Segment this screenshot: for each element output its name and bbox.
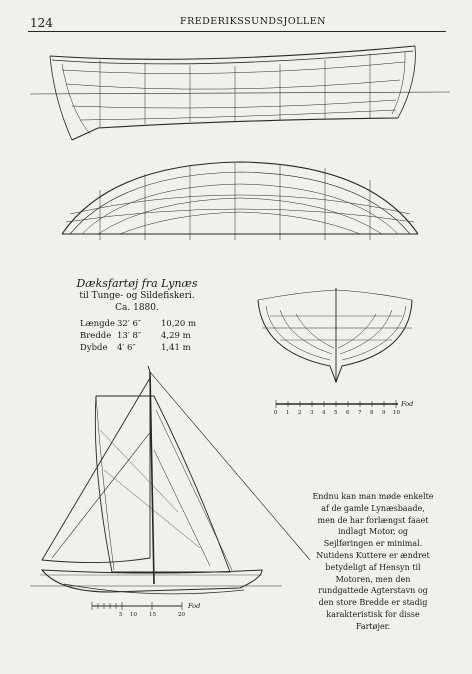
- scale-number: 15: [149, 612, 156, 618]
- dimension-metric: 4,29 m: [161, 331, 191, 341]
- scale-number: 1: [286, 410, 290, 416]
- dimension-label: Dybde: [80, 343, 108, 353]
- scale-number: 4: [322, 410, 326, 416]
- profile-sheer-line: [50, 46, 415, 59]
- dimension-imperial: 32′ 6″: [117, 319, 142, 329]
- profile-plan: [30, 46, 450, 140]
- upper-scale-bar: [276, 400, 398, 408]
- caption-title: Dæksfartøj fra Lynæs: [76, 277, 198, 290]
- dimension-imperial: 13′ 8″: [117, 331, 142, 341]
- dimension-row: [80, 330, 196, 342]
- dimension-metric: 10,20 m: [161, 319, 197, 329]
- topsail-stay: [150, 372, 310, 560]
- body-plan: [258, 288, 412, 382]
- foresail: [52, 430, 152, 558]
- lower-scale-unit: Fod: [188, 602, 201, 610]
- scale-number: 10: [130, 612, 137, 618]
- scale-number: 7: [358, 410, 362, 416]
- scale-number: 20: [178, 612, 185, 618]
- profile-waterline: [30, 92, 450, 94]
- scale-number: 6: [346, 410, 350, 416]
- dimension-label: Bredde: [80, 331, 112, 341]
- scale-number: 9: [382, 410, 386, 416]
- scale-number: 8: [370, 410, 374, 416]
- scale-number: 5: [334, 410, 338, 416]
- sail-plan: [30, 366, 310, 594]
- dimension-row: [80, 318, 196, 330]
- scale-number: 5: [119, 612, 123, 618]
- dimension-imperial: 4′ 6″: [117, 343, 136, 353]
- topmast: [148, 366, 150, 372]
- mast: [150, 372, 154, 584]
- dimension-row: [80, 342, 196, 354]
- scale-number: 3: [310, 410, 314, 416]
- dimensions-table: [80, 318, 196, 354]
- caption-date: Ca. 1880.: [115, 303, 159, 313]
- scale-number: 0: [274, 410, 278, 416]
- profile-keel-line: [72, 118, 398, 140]
- mainsail: [95, 396, 230, 572]
- profile-sternpost: [398, 46, 415, 118]
- deck-plan: [62, 162, 418, 240]
- running-title: FREDERIKSSUNDSJOLLEN: [180, 16, 326, 27]
- caption-subtitle: til Tunge- og Sildefiskeri.: [79, 291, 195, 301]
- profile-stem: [50, 56, 72, 140]
- body-paragraph: Endnu kan man møde enkelte af de gamle Lynæsbaade, men de har forlængst faaet indlagt Motor, og Sejlføringen er minimal. Nutidens Kuttere er ændret betydeligt af Hensyn til Motoren, men den rundgattede Agterstavn og den store Bredde er stadig karakteristisk for disse Fartøjer.: [312, 492, 434, 631]
- figure-caption: [62, 278, 212, 314]
- upper-scale-unit: Fod: [401, 400, 414, 408]
- lower-scale-bar: [92, 602, 182, 610]
- dimension-metric: 1,41 m: [161, 343, 191, 353]
- scale-number: 10: [393, 410, 400, 416]
- body-section-outer: [258, 300, 412, 382]
- dimension-label: Længde: [80, 319, 116, 329]
- sailplan-hull: [42, 570, 262, 592]
- scale-number: 2: [298, 410, 302, 416]
- page-number: 124: [30, 16, 53, 30]
